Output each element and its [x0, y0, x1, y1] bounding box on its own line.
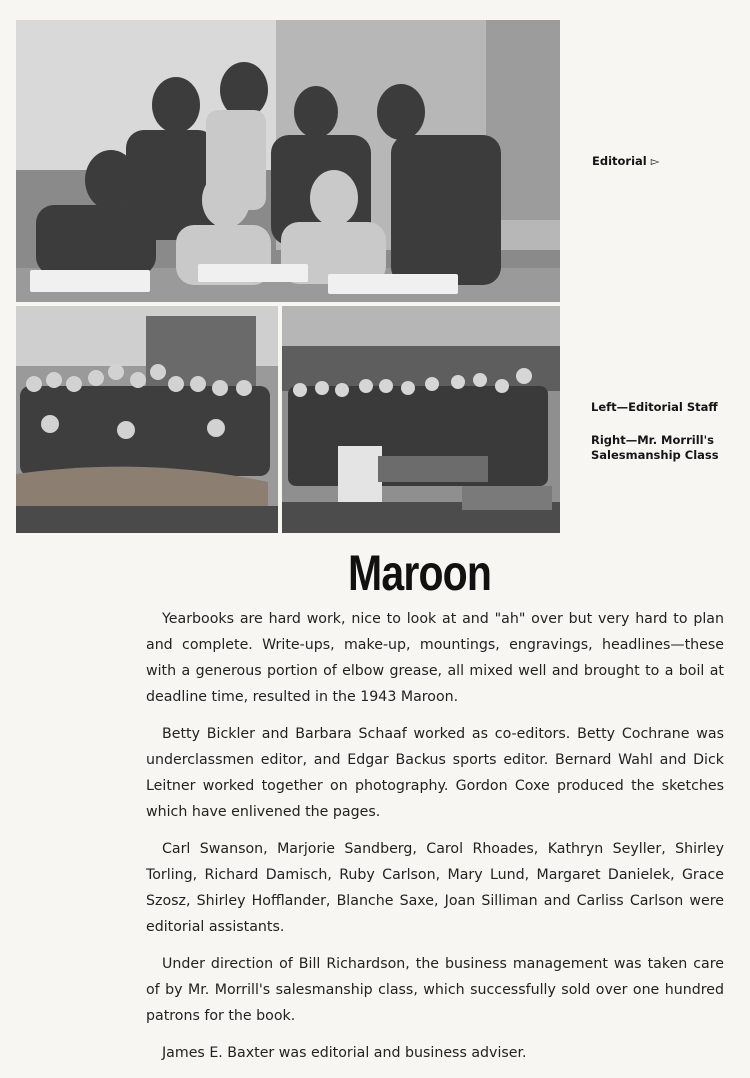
article-body: [146, 606, 724, 1077]
caption-editorial: Editorial ▻: [592, 154, 660, 168]
caption-salesmanship-class: Right—Mr. Morrill's Salesmanship Class: [591, 433, 719, 462]
paragraph: James E. Baxter was editorial and business adviser.: [162, 1045, 527, 1061]
paragraph: Yearbooks are hard work, nice to look at and "ah" over but very hard to plan and complete. Write-ups, make-up, mountings, engravings, headlines—these with a generous portion of elbow grease, all mixed well and brought to a boil at deadline time, resulted in the 1943 Maroon.: [146, 611, 724, 705]
paragraph: Under direction of Bill Richardson, the business management was taken care of by Mr. Morrill's salesmanship class, which successfully sold over one hundred patrons for the book.: [146, 956, 724, 1024]
paragraph: Carl Swanson, Marjorie Sandberg, Carol Rhoades, Kathryn Seyller, Shirley Torling, Richard Damisch, Ruby Carlson, Mary Lund, Margaret Danielek, Grace Szosz, Shirley Hofflander, Blanche Saxe, Joan Silliman and Carliss Carlson were editorial assistants.: [146, 841, 724, 935]
paragraph: Betty Bickler and Barbara Schaaf worked as co-editors. Betty Cochrane was underclassmen editor, and Edgar Backus sports editor. Bernard Wahl and Dick Leitner worked together on photography. Gordon Coxe produced the sketches which have enlivened the pages.: [146, 726, 724, 820]
caption-editorial-staff: Left—Editorial Staff: [591, 400, 718, 414]
page-title: Maroon: [348, 545, 492, 601]
photo-salesmanship-class: [282, 306, 560, 533]
photo-editorial-group: [16, 20, 560, 302]
photo-editorial-staff: [16, 306, 278, 533]
